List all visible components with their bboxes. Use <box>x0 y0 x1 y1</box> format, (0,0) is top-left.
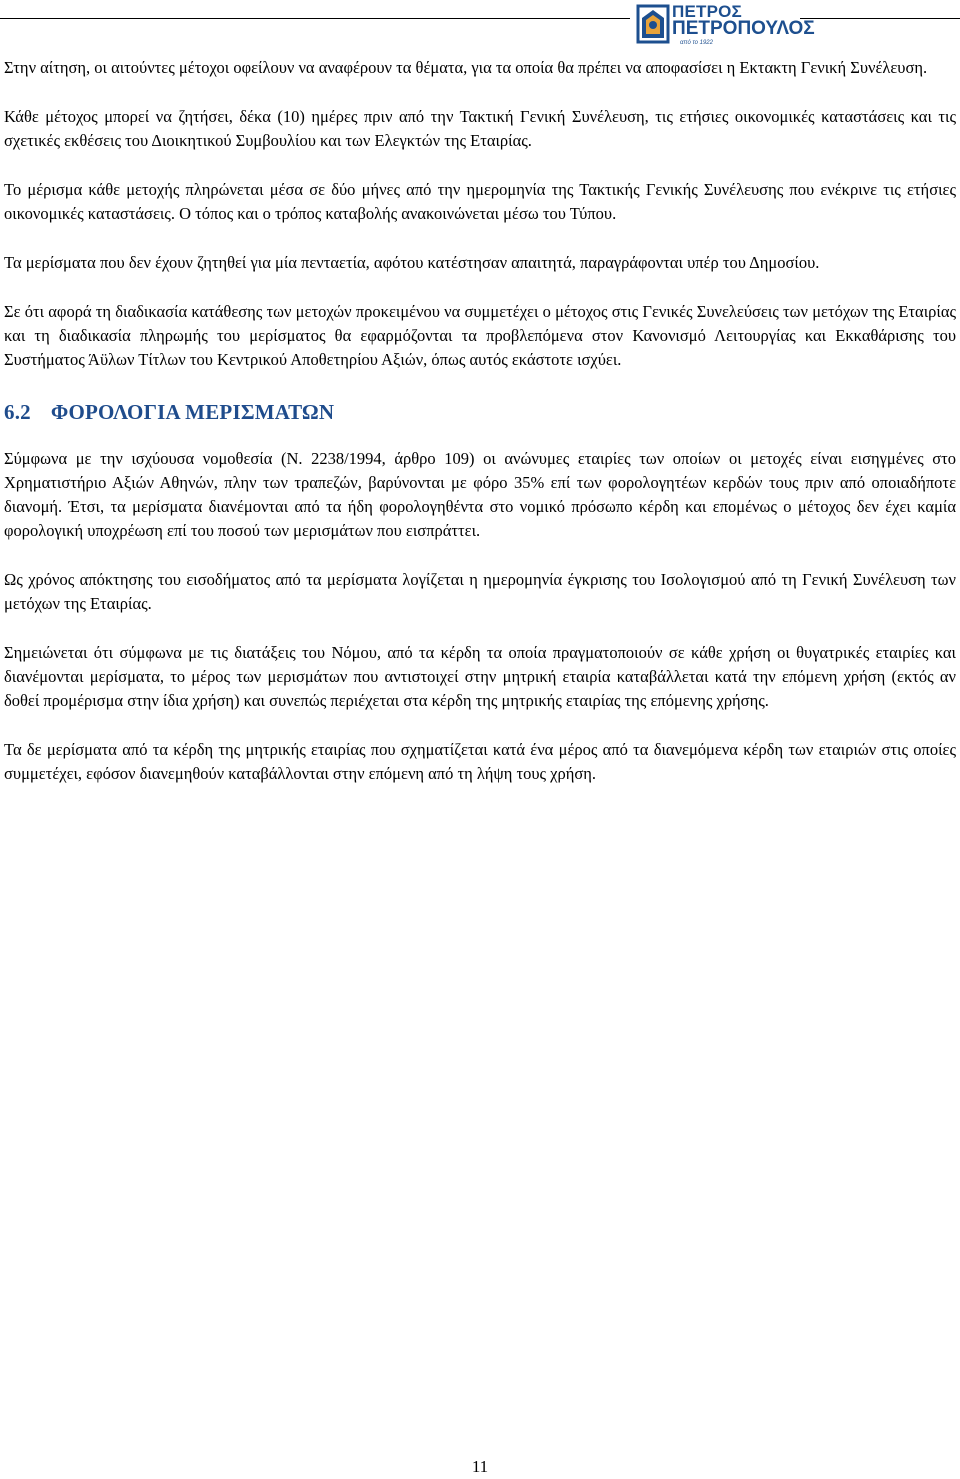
logo-line-2: ΠΕΤΡΟΠΟΥΛΟΣ <box>672 18 815 39</box>
section-heading <box>4 398 956 426</box>
section-number: 6.2 <box>4 400 31 424</box>
paragraph-tax-law: Σύμφωνα με την ισχύουσα νομοθεσία (Ν. 2238/1994, άρθρο 109) οι ανώνυμες εταιρίες των οποίων οι μετοχές είναι εισηγμένες στο Χρηματιστήριο Αξιών Αθηνών, πλην των τραπεζών, βαρύνονται με φόρο 35% επί των φορολογητέων κερδών τους πριν από οποιαδήποτε διανομή. Έτσι, τα μερίσματα διανέμονται από τα ήδη φορολογηθέντα στο νομικό πρόσωπο κέρδη και επομένως ο μέτοχος δεν έχει καμία φορολογική υποχρέωση επί του ποσού των μερισμάτων που εισπράττει. <box>4 449 956 540</box>
paragraph-request-topics: Στην αίτηση, οι αιτούντες μέτοχοι οφείλουν να αναφέρουν τα θέματα, για τα οποία θα πρέπει να αποφασίσει η Εκτακτη Γενική Συνέλευση. <box>4 58 928 77</box>
logo-wordmark <box>672 3 815 37</box>
logo-tagline: από το 1922 <box>680 40 713 46</box>
paragraph-dividend-payment: Το μέρισμα κάθε μετοχής πληρώνεται μέσα σε δύο μήνες από την ημερομηνία της Τακτικής Γενικής Συνέλευσης που ενέκρινε τις ετήσιες οικονομικές καταστάσεις. Ο τόπος και ο τρόπος καταβολής ανακοινώνεται μέσω του Τύπου. <box>4 180 956 223</box>
logo-emblem-icon <box>636 4 670 44</box>
company-logo <box>636 2 815 47</box>
paragraph-share-deposit: Σε ότι αφορά τη διαδικασία κατάθεσης των μετοχών προκειμένου να συμμετέχει ο μέτοχος στις Γενικές Συνελεύσεις των μετόχων της Εταιρίας και τη διαδικασία πληρωμής του μερίσματος θα εφαρμόζονται τα προβλεπόμενα στον Κανονισμό Λειτουργίας και Εκκαθάρισης του Συστήματος Άϋλων Τίτλων του Κεντρικού Αποθετηρίου Αξιών, όπως αυτός εκάστοτε ισχύει. <box>4 302 956 369</box>
paragraph-financial-statements: Κάθε μέτοχος μπορεί να ζητήσει, δέκα (10) ημέρες πριν από την Τακτική Γενική Συνέλευση, τις ετήσιες οικονομικές καταστάσεις και τις σχετικές εκθέσεις του Διοικητικού Συμβουλίου και των Ελεγκτών της Εταιρίας. <box>4 107 956 150</box>
header-rule-left <box>0 18 630 19</box>
paragraph-parent-dividends: Τα δε μερίσματα από τα κέρδη της μητρικής εταιρίας που σχηματίζεται κατά ένα μέρος από τα διανεμόμενα κέρδη των εταιριών στις οποίες συμμετέχει, εφόσον διανεμηθούν καταβάλλονται στην επόμενη από τη λήψη τους χρήση. <box>4 740 956 783</box>
section-title: ΦΟΡΟΛΟΓΙΑ ΜΕΡΙΣΜΑΤΩΝ <box>50 400 335 424</box>
document-body <box>4 56 956 786</box>
header-rule-right <box>800 18 960 19</box>
page-number: 11 <box>471 1457 489 1476</box>
paragraph-subsidiary-dividends: Σημειώνεται ότι σύμφωνα με τις διατάξεις του Νόμου, από τα κέρδη τα οποία πραγματοποιούν σε κάθε χρήση οι θυγατρικές εταιρίες και διανέμονται μερίσματα, το μέρος των μερισμάτων που αντιστοιχεί στην μητρική εταιρία καταβάλλεται κατά την επόμενη χρήση (εκτός αν δοθεί προμέρισμα στην ίδια χρήση) και συνεπώς περιέχεται στα κέρδη της μητρικής εταιρίας της επόμενης χρήσης. <box>4 643 956 710</box>
paragraph-unclaimed-dividends: Τα μερίσματα που δεν έχουν ζητηθεί για μία πενταετία, αφότου κατέστησαν απαιτητά, παραγράφονται υπέρ του Δημοσίου. <box>4 253 820 272</box>
paragraph-income-date: Ως χρόνος απόκτησης του εισοδήματος από τα μερίσματα λογίζεται η ημερομηνία έγκρισης του Ισολογισμού από τη Γενική Συνέλευση των μετόχων της Εταιρίας. <box>4 570 956 613</box>
logo-line-1: ΠΕΤΡΟΣ <box>672 2 742 21</box>
